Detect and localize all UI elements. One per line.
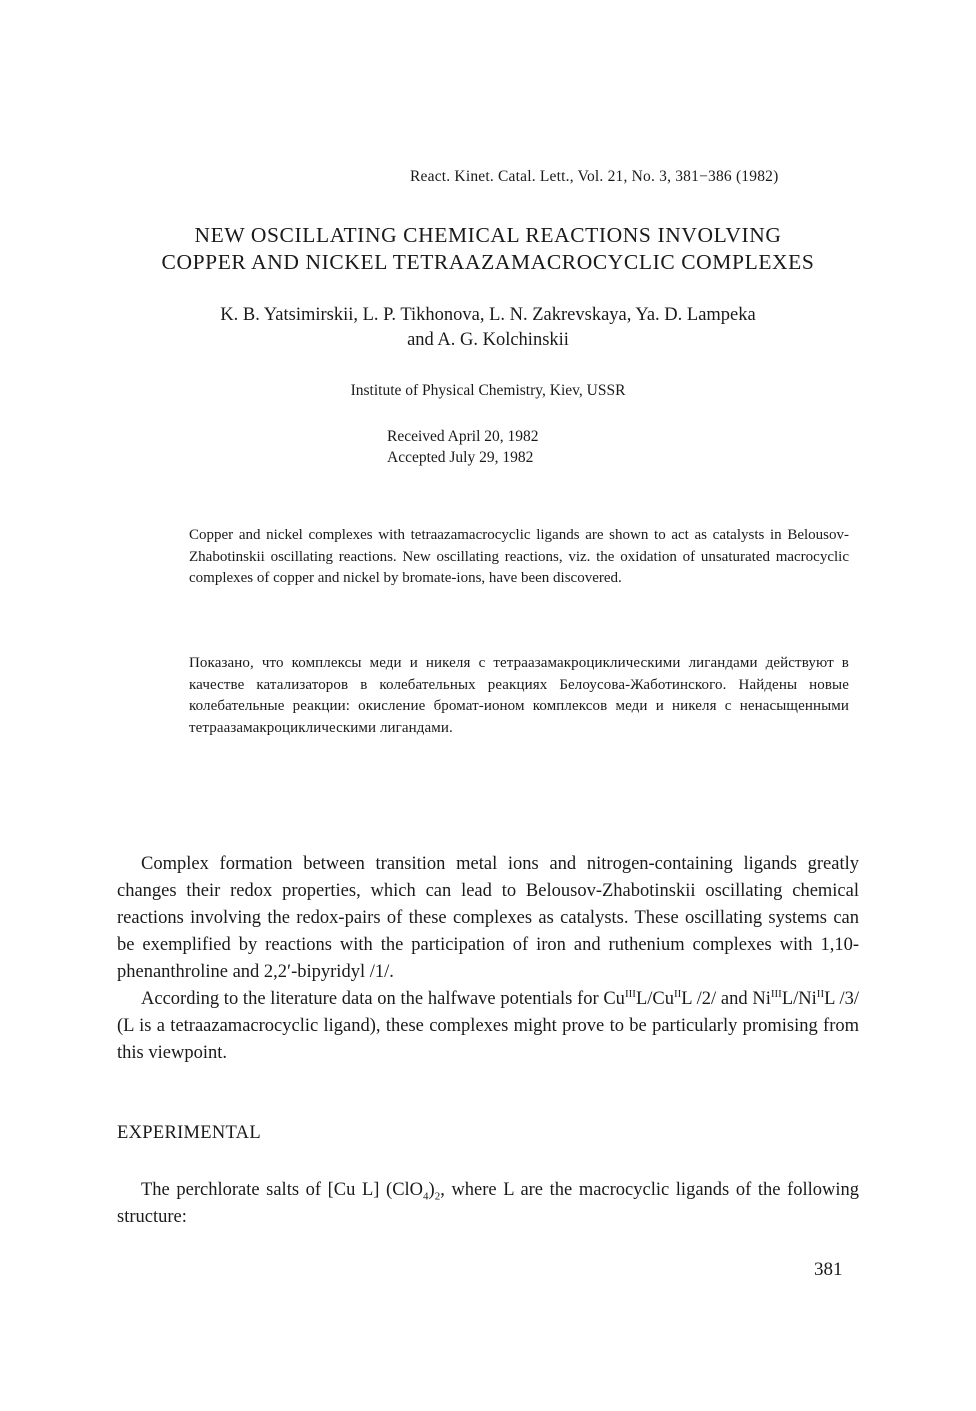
body-paragraph-2 bbox=[117, 986, 859, 1067]
p2-text-1: According to the literature data on the halfwave potentials for Cu bbox=[141, 989, 625, 1009]
p3-text-2: ) bbox=[428, 1180, 435, 1200]
authors-line-1: K. B. Yatsimirskii, L. P. Tikhonova, L. N. Zakrevskaya, Ya. D. Lampeka bbox=[220, 305, 756, 325]
paper-title bbox=[60, 222, 916, 276]
p3-sub-1: 4 bbox=[423, 1190, 429, 1203]
p3-text-3: , where L are the macrocyclic ligands of the following structure: bbox=[117, 1180, 859, 1227]
body-paragraph-1: Complex formation between transition metal ions and nitrogen-containing ligands greatly changes their redox properties, which can lead to Belousov-Zhabotinskii oscillating chemical reactions involving the redox-pairs of these complexes as catalysts. These oscillating systems can be exemplified by reactions with the participation of iron and ruthenium complexes with 1,10-phenanthroline and 2,2′-bipyridyl /1/. bbox=[117, 854, 859, 982]
institution: Institute of Physical Chemistry, Kiev, USSR bbox=[350, 382, 626, 399]
journal-citation: React. Kinet. Catal. Lett., Vol. 21, No. 3, 381−386 (1982) bbox=[410, 168, 779, 185]
abstract-english: Copper and nickel complexes with tetraazamacrocyclic ligands are shown to act as catalysts in Belousov-Zhabotinskii oscillating reactions. New oscillating reactions, viz. the oxidation of unsaturated macrocyclic complexes of copper and nickel by bromate-ions, have been discovered. bbox=[189, 527, 849, 587]
p2-sup-1: III bbox=[624, 987, 636, 1000]
body-paragraph-3 bbox=[117, 1177, 859, 1231]
title-line-1: NEW OSCILLATING CHEMICAL REACTIONS INVOLVING bbox=[194, 223, 782, 247]
received-date: Received April 20, 1982 bbox=[387, 428, 539, 445]
page-number: 381 bbox=[814, 1259, 843, 1280]
p2-sup-2: II bbox=[673, 987, 682, 1000]
p2-text-3: L /2/ and Ni bbox=[681, 989, 771, 1009]
p3-text-1: The perchlorate salts of [Cu L] (ClO bbox=[141, 1180, 424, 1200]
accepted-date: Accepted July 29, 1982 bbox=[387, 449, 534, 466]
authors-line-2: and A. G. Kolchinskii bbox=[407, 330, 569, 350]
p2-sup-4: II bbox=[816, 987, 825, 1000]
p2-text-2: L/Cu bbox=[635, 989, 674, 1009]
p2-text-4: L/Ni bbox=[781, 989, 817, 1009]
submission-dates bbox=[387, 426, 539, 468]
author-list bbox=[60, 303, 916, 353]
title-line-2: COPPER AND NICKEL TETRAAZAMACROCYCLIC COMPLEXES bbox=[161, 250, 815, 274]
p2-text-5: L /3/ (L is a tetraazamacrocyclic ligand), these complexes might prove to be particularly promising from this viewpoint. bbox=[117, 989, 859, 1063]
section-heading-experimental: EXPERIMENTAL bbox=[117, 1123, 261, 1143]
p2-sup-3: III bbox=[770, 987, 782, 1000]
p3-sub-2: 2 bbox=[434, 1190, 441, 1203]
abstract-russian: Показано, что комплексы меди и никеля с тетраазамакроциклическими лигандами действуют в качестве катализаторов в колебательных реакциях Белоусова-Жаботинского. Найдены новые колебательные реакции: окисление бромат-ионом комплексов меди и никеля с ненасыщенными тетраазамакроциклическими лигандами. bbox=[189, 655, 849, 736]
